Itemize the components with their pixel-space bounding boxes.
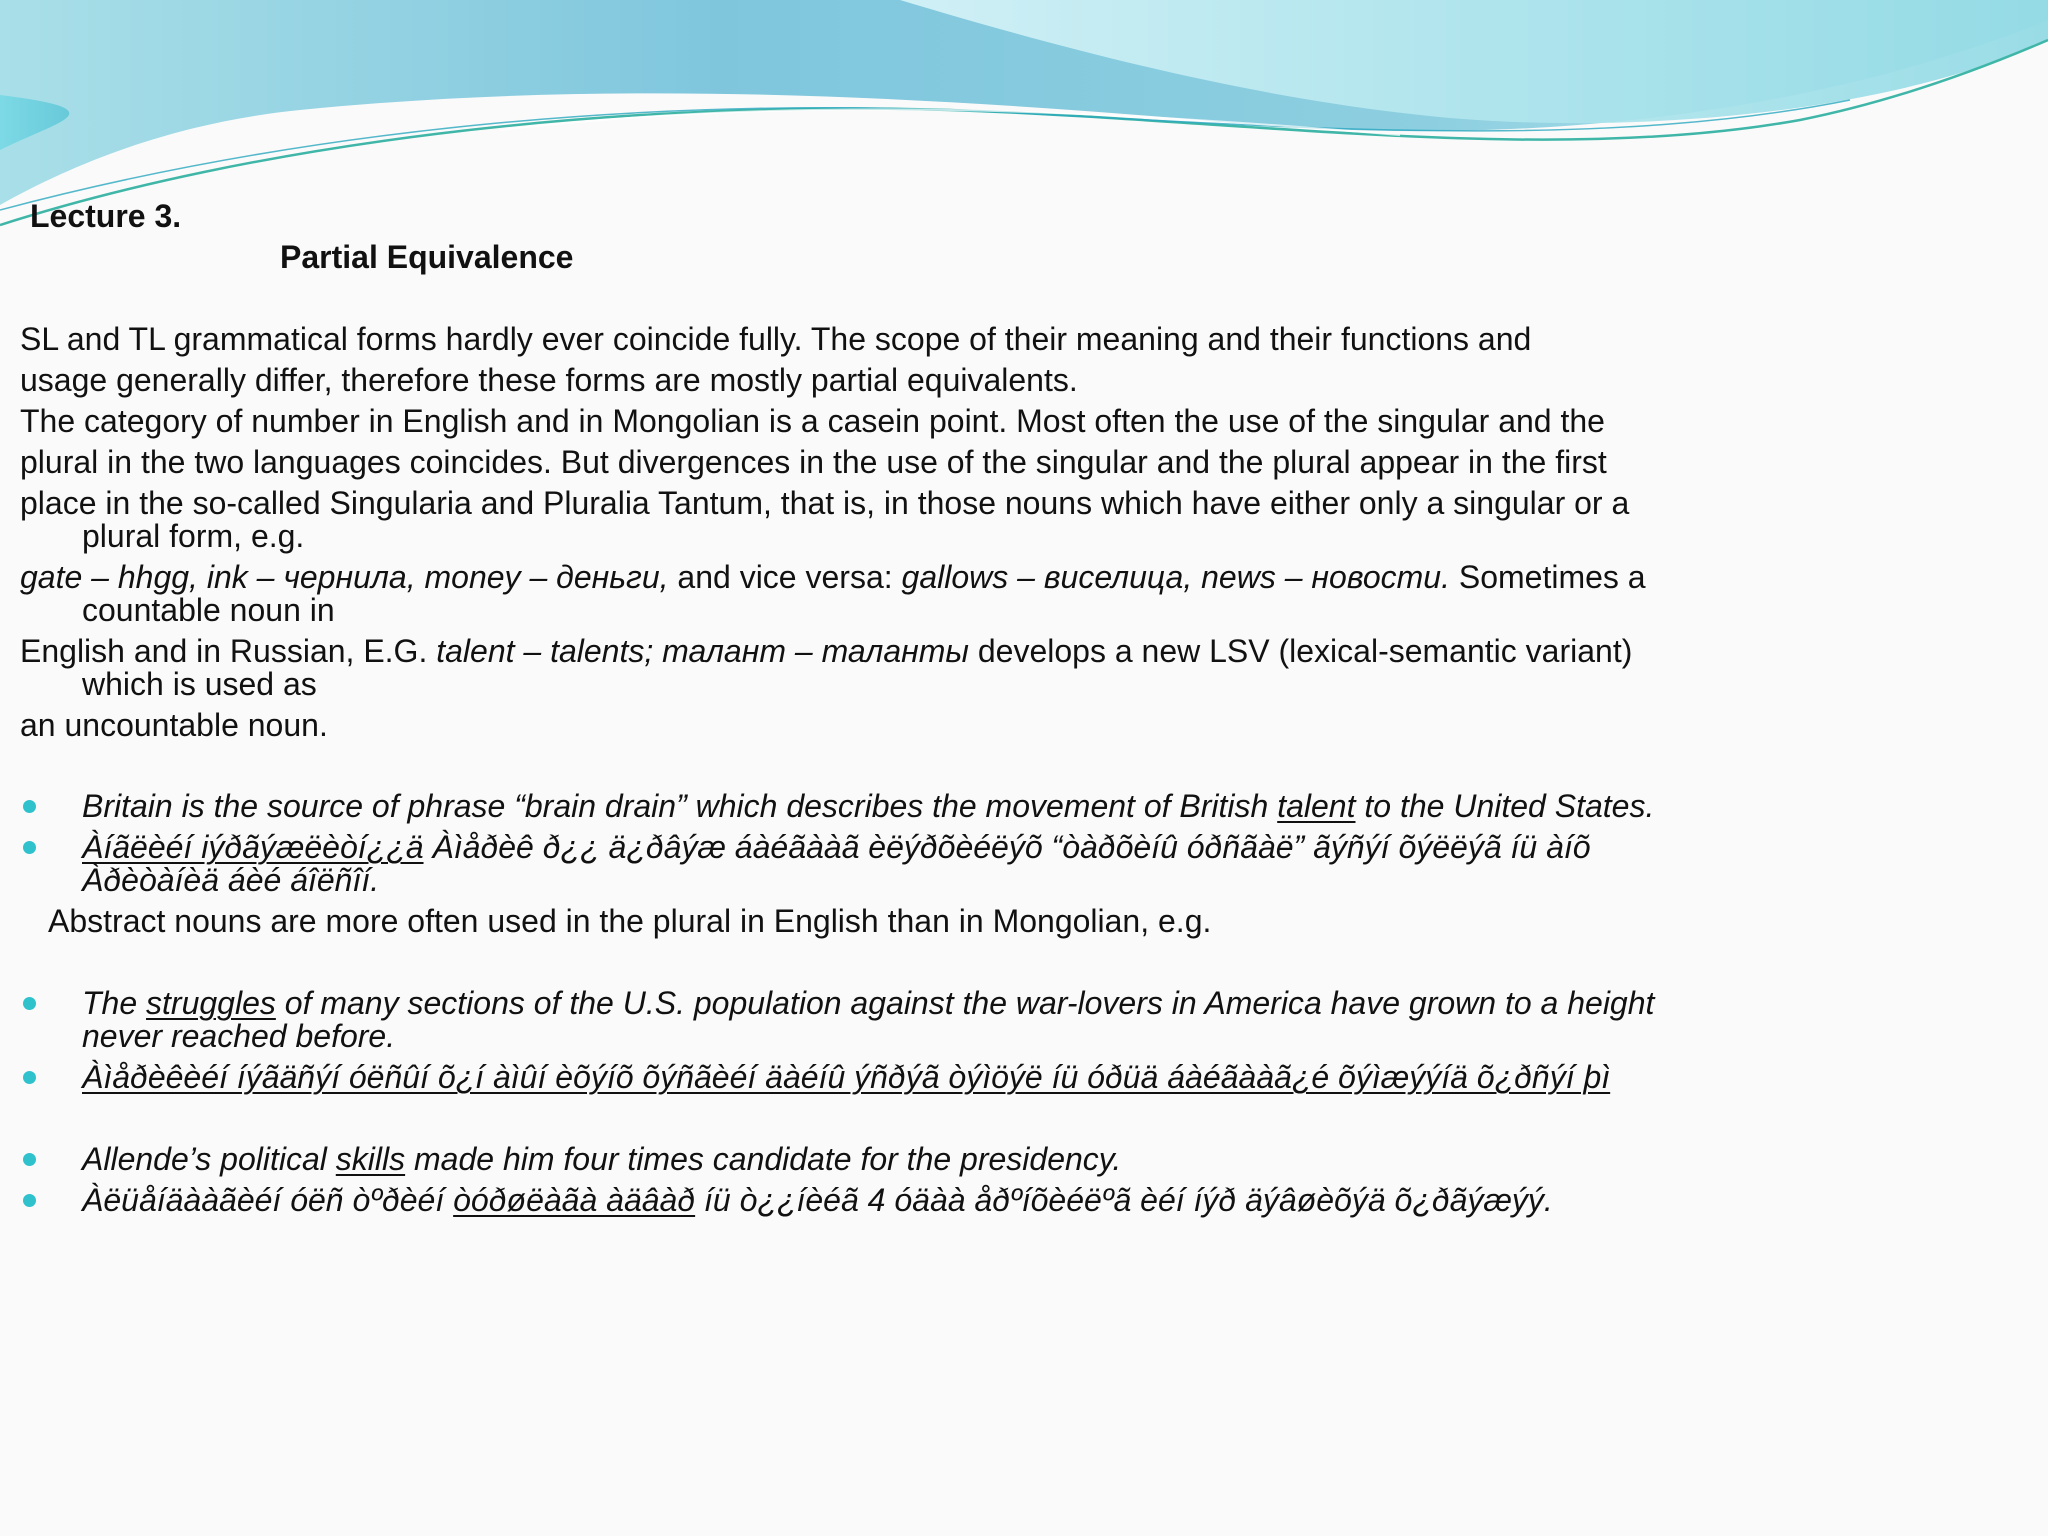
- bullet-text-allende: [82, 1140, 1121, 1178]
- slide-title: Partial Equivalence: [280, 239, 574, 275]
- example2-tail: develops a new LSV (lexical-semantic variant): [968, 633, 1633, 669]
- intro-line-1: SL and TL grammatical forms hardly ever coincide fully. The scope of their meaning and their functions and: [20, 321, 1532, 357]
- example-tail: Sometimes a: [1449, 559, 1646, 595]
- abstract-nouns-note: Abstract nouns are more often used in the plural in English than in Mongolian, e.g.: [48, 903, 1212, 939]
- intro-line-4: plural in the two languages coincides. But divergences in the use of the singular and the plural appear in the first: [20, 444, 1607, 480]
- bullet-britain-post: to the United States.: [1355, 788, 1655, 824]
- bullet-britain-pre: Britain is the source of phrase “brain drain” which describes the movement of British: [82, 788, 1278, 824]
- intro-line-3: The category of number in English and in Mongolian is a casein point. Most often the use of the singular and the: [20, 403, 1605, 439]
- bullet-mongolian-1-underlined: Àíãëèéí iýðãýæëèòí¿¿ä: [82, 829, 424, 865]
- intro-line-2: usage generally differ, therefore these forms are mostly partial equivalents.: [20, 362, 1078, 398]
- intro-line-6: plural form, e.g.: [82, 518, 305, 554]
- bullet-britain-underlined: talent: [1277, 788, 1356, 824]
- wave-header-decoration: [0, 0, 2048, 240]
- example-pairs-1: gate – hhgg, ink – чернила, money – деньги,: [20, 559, 669, 595]
- bullet-allende-underlined: skills: [335, 1141, 406, 1177]
- bullet-dot: [23, 800, 36, 813]
- bullet-mongolian-3-underlined: òóðøëàãà àäâàð: [453, 1182, 696, 1218]
- bullet-text-britain: [82, 787, 1654, 825]
- bullet-mongolian-3-pre: Àëüåíäààãèéí óëñ òºðèéí: [82, 1182, 454, 1218]
- bullet-allende-post: made him four times candidate for the presidency.: [405, 1141, 1122, 1177]
- examples-line-3: an uncountable noun.: [20, 707, 328, 743]
- example2-pairs: talent – talents; талант – таланты: [436, 633, 969, 669]
- bullet-text-mongolian-1-cont: Àðèòàíèä áèé áîëñîí.: [82, 862, 380, 898]
- bullet-mongolian-1-rest: Àìåðèê ð¿¿ ä¿ðâýæ áàéãààã èëýðõèéëýõ “òàðõèíû óðñãàë” ãýñýí õýëëýã íü àíõ: [423, 829, 1591, 865]
- bullet-struggles-pre: The: [82, 985, 147, 1021]
- bullet-dot: [23, 841, 36, 854]
- bullet-dot: [23, 997, 36, 1010]
- intro-line-5: place in the so-called Singularia and Pluralia Tantum, that is, in those nouns which have either only a singular or a: [20, 485, 1630, 521]
- bullet-text-struggles-cont: never reached before.: [82, 1018, 396, 1054]
- examples-line-1-cont: countable noun in: [82, 592, 335, 628]
- bullet-dot: [23, 1153, 36, 1166]
- bullet-struggles-post: of many sections of the U.S. population against the war-lovers in America have grown to a height: [275, 985, 1655, 1021]
- bullet-text-mongolian-2: Àìåðèêèéí íýãäñýí óëñûí õ¿í àìûí èõýíõ õýñãèéí äàéíû ýñðýã òýìöýë íü óðüä áàéãààã¿é õýìæýýíä õ¿ðñýí þì: [82, 1059, 1611, 1095]
- bullet-mongolian-3-post: íü ò¿¿íèéã 4 óäàà åðºíõèéëºã èéí íýð äýâøèõýä õ¿ðãýæýý.: [695, 1182, 1553, 1218]
- bullet-dot: [23, 1194, 36, 1207]
- bullet-dot: [23, 1071, 36, 1084]
- bullet-struggles-underlined: struggles: [146, 985, 276, 1021]
- lecture-label: Lecture 3.: [30, 198, 182, 234]
- example2-lead: English and in Russian, E.G.: [20, 633, 437, 669]
- example-pairs-2: gallows – виселица, news – новости.: [901, 559, 1450, 595]
- examples-line-2-cont: which is used as: [82, 666, 317, 702]
- bullet-allende-pre: Allende’s political: [82, 1141, 336, 1177]
- bullet-text-mongolian-3: [82, 1181, 1553, 1219]
- example-connector: and vice versa:: [668, 559, 902, 595]
